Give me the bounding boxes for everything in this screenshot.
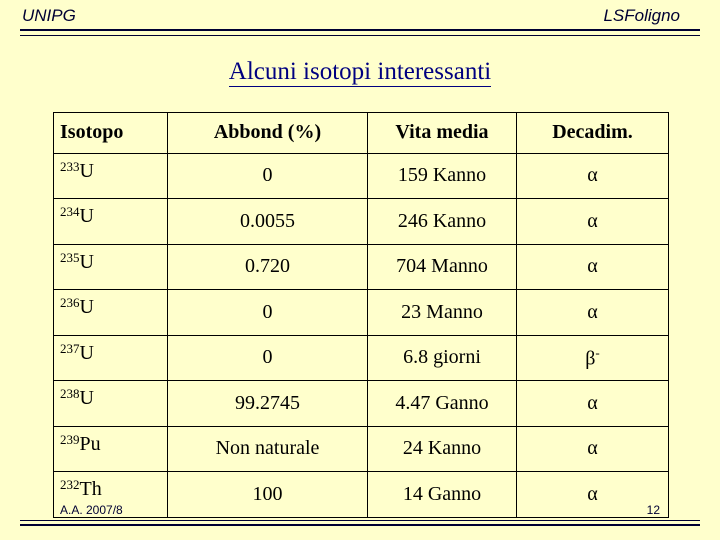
abundance-cell: 100 (168, 472, 368, 518)
half-life-cell: 704 Manno (368, 244, 517, 290)
decay-cell (517, 244, 669, 290)
half-life-cell: 23 Manno (368, 290, 517, 336)
abundance-cell: 0.0055 (168, 199, 368, 245)
decay-symbol: α (587, 482, 598, 505)
decay-cell (517, 290, 669, 336)
header-isotopo: Isotopo (54, 113, 168, 154)
header-left-text: UNIPG (22, 6, 76, 25)
element-symbol: Pu (79, 432, 101, 455)
decay-symbol: β (585, 347, 596, 370)
decay-symbol: α (587, 391, 598, 414)
element-symbol: U (79, 159, 94, 182)
mass-number: 235 (60, 249, 80, 265)
decay-cell (517, 381, 669, 427)
mass-number: 239 (60, 431, 80, 447)
footer-rule-thick (20, 524, 700, 526)
abundance-cell: 0 (168, 290, 368, 336)
mass-number: 236 (60, 295, 80, 310)
isotope-cell (54, 244, 168, 290)
decay-cell (517, 199, 669, 245)
element-symbol: U (79, 205, 94, 227)
half-life-cell: 6.8 giorni (368, 335, 517, 381)
abundance-cell: Non naturale (168, 426, 368, 472)
isotope-cell (54, 290, 168, 336)
element-symbol: U (79, 296, 94, 318)
mass-number: 238 (60, 386, 80, 401)
half-life-cell: 159 Kanno (368, 153, 517, 199)
element-symbol: U (79, 250, 94, 273)
table-row (54, 153, 669, 199)
table-row (54, 335, 669, 381)
slide-title (0, 58, 720, 86)
page-number: 12 (646, 503, 660, 517)
slide-title-text: Alcuni isotopi interessanti (228, 58, 492, 85)
decay-symbol: α (587, 300, 598, 323)
mass-number: 237 (60, 340, 80, 356)
isotopes-table (53, 112, 669, 518)
table-row (54, 199, 669, 245)
decay-symbol: α (587, 164, 598, 187)
table-row (54, 426, 669, 472)
half-life-cell: 24 Kanno (368, 426, 517, 472)
mass-number: 233 (60, 158, 80, 174)
header-right-text: LSFoligno (603, 6, 680, 25)
header-rule-thin (20, 35, 700, 36)
mass-number: 232 (60, 477, 80, 492)
decay-symbol: α (587, 209, 598, 232)
header-decadimento: Decadim. (517, 113, 669, 154)
isotope-cell (54, 199, 168, 245)
isotope-cell (54, 153, 168, 199)
table-row (54, 244, 669, 290)
isotope-cell (54, 381, 168, 427)
isotope-cell (54, 335, 168, 381)
decay-charge: - (595, 344, 600, 360)
header-abbondanza: Abbond (%) (168, 113, 368, 154)
table-header-row (54, 113, 669, 154)
element-symbol: U (79, 341, 94, 364)
table-row (54, 472, 669, 518)
decay-symbol: α (587, 437, 598, 460)
decay-cell (517, 153, 669, 199)
half-life-cell: 246 Kanno (368, 199, 517, 245)
table-row (54, 381, 669, 427)
mass-number: 234 (60, 204, 80, 219)
decay-symbol: α (587, 255, 598, 278)
footer-academic-year: A.A. 2007/8 (60, 503, 123, 517)
header-rule-thick (20, 29, 700, 31)
abundance-cell: 99.2745 (168, 381, 368, 427)
abundance-cell: 0.720 (168, 244, 368, 290)
abundance-cell: 0 (168, 153, 368, 199)
decay-cell (517, 426, 669, 472)
element-symbol: U (79, 387, 94, 409)
element-symbol: Th (79, 478, 102, 500)
table-row (54, 290, 669, 336)
isotope-cell (54, 426, 168, 472)
header-vita-media: Vita media (368, 113, 517, 154)
half-life-cell: 4.47 Ganno (368, 381, 517, 427)
half-life-cell: 14 Ganno (368, 472, 517, 518)
footer-rule-thin (20, 520, 700, 521)
decay-cell (517, 335, 669, 381)
abundance-cell: 0 (168, 335, 368, 381)
